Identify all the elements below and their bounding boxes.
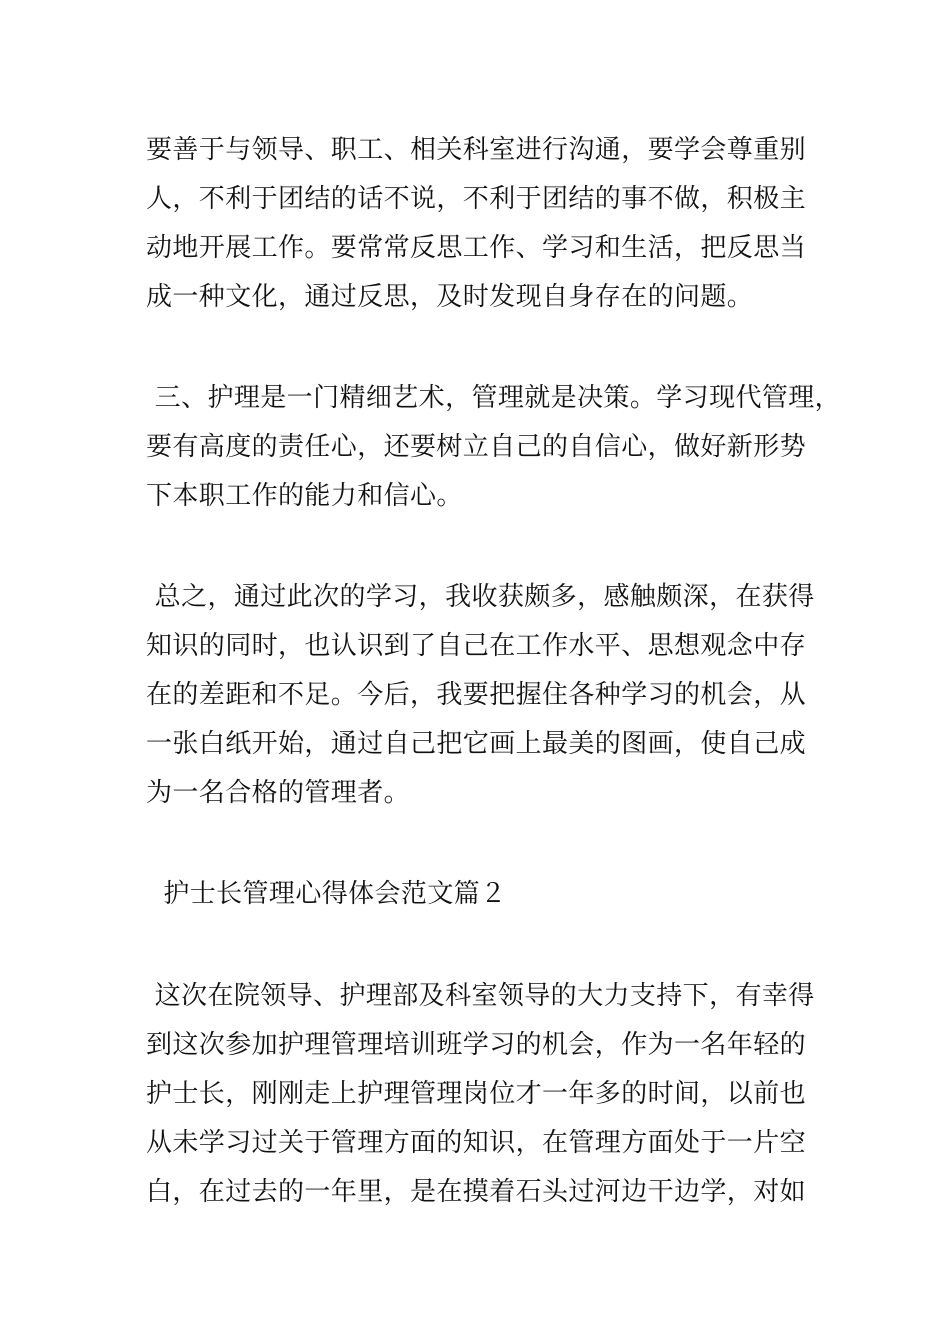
paragraph-2-line-2: 要有高度的责任心，还要树立自己的自信心，做好新形势 xyxy=(146,432,807,462)
paragraph-1-line-2: 人，不利于团结的话不说，不利于团结的事不做，积极主 xyxy=(146,184,807,214)
paragraph-3-line-2: 知识的同时，也认识到了自己在工作水平、思想观念中存 xyxy=(146,631,807,661)
paragraph-4-line-5: 白，在过去的一年里，是在摸着石头过河边干边学，对如 xyxy=(146,1177,807,1207)
paragraph-2-line-3: 下本职工作的能力和信心。 xyxy=(146,481,463,511)
paragraph-3-line-3: 在的差距和不足。今后，我要把握住各种学习的机会，从 xyxy=(146,680,807,710)
paragraph-1-line-3: 动地开展工作。要常常反思工作、学习和生活，把反思当 xyxy=(146,233,807,263)
section-heading: 护士长管理心得体会范文篇２ xyxy=(146,879,507,909)
paragraph-4-line-4: 从未学习过关于管理方面的知识，在管理方面处于一片空 xyxy=(146,1128,807,1158)
paragraph-3-line-5: 为一名合格的管理者。 xyxy=(146,778,411,808)
paragraph-4-line-1: 这次在院领导、护理部及科室领导的大力支持下，有幸得 xyxy=(146,981,815,1011)
paragraph-4-line-2: 到这次参加护理管理培训班学习的机会，作为一名年轻的 xyxy=(146,1030,807,1060)
paragraph-3-line-1: 总之，通过此次的学习，我收获颇多，感触颇深，在获得 xyxy=(146,582,815,612)
paragraph-4-line-3: 护士长，刚刚走上护理管理岗位才一年多的时间，以前也 xyxy=(146,1079,807,1109)
paragraph-2-line-1: 三、护理是一门精细艺术，管理就是决策。学习现代管理， xyxy=(146,383,842,413)
paragraph-3-line-4: 一张白纸开始，通过自己把它画上最美的图画，使自己成 xyxy=(146,729,807,759)
paragraph-1-line-4: 成一种文化，通过反思，及时发现自身存在的问题。 xyxy=(146,282,754,312)
paragraph-1-line-1: 要善于与领导、职工、相关科室进行沟通，要学会尊重别 xyxy=(146,135,807,165)
